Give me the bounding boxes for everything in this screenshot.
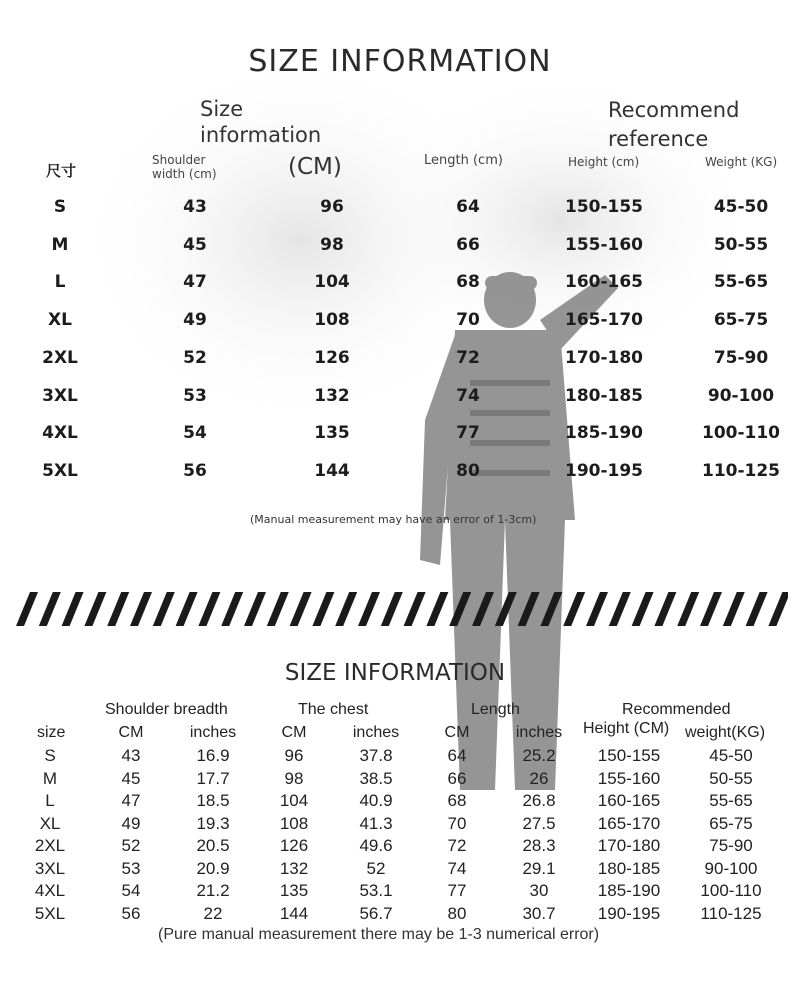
table2-cell-size: XL: [39, 813, 61, 833]
table2-cell-len_in: 27.5: [522, 813, 556, 833]
table2-cell-sh_in: 22: [203, 903, 223, 923]
table1-cell-size: 3XL: [42, 385, 78, 406]
table1-cell-shoulder: 54: [183, 423, 207, 444]
col2-chest-cm-header: CM: [281, 724, 307, 741]
table2-cell-len_cm: 68: [447, 791, 467, 810]
table2-cell-height: 180-185: [597, 858, 661, 878]
table2-cell-weight: 110-125: [700, 903, 762, 923]
table1-cell-weight: 45-50: [713, 197, 769, 217]
table1-cell-shoulder: 43: [183, 197, 207, 217]
table2-cell-len_cm: 70: [447, 813, 467, 833]
stripe: [563, 592, 585, 626]
col-weight-header: Weight (KG): [705, 155, 778, 169]
table1-cell-height: 150-155: [564, 197, 644, 217]
table1-cell-chest: 108: [314, 310, 350, 331]
stripe: [586, 592, 608, 626]
table1-cell-weight: 65-75: [713, 310, 769, 331]
table1-cell-weight: 100-110: [701, 423, 781, 444]
table2-cell-sh_in: 17.7: [196, 768, 230, 788]
stripe: [700, 592, 722, 626]
table2-cell-sh_cm: 53: [121, 858, 141, 878]
table1-cell-weight: 110-125: [701, 460, 781, 481]
grp-recommended-header: Recommended: [622, 701, 731, 718]
section1-note: (Manual measurement may have an error of 1-3cm): [250, 513, 537, 526]
stripe: [198, 592, 220, 626]
stripe: [358, 592, 380, 626]
table1-cell-height: 170-180: [564, 347, 644, 368]
table2-cell-size: 2XL: [34, 836, 66, 855]
table2-cell-len_in: 28.3: [522, 836, 556, 855]
table1-cell-length: 74: [456, 385, 480, 406]
table1-cell-shoulder: 49: [183, 310, 207, 331]
table1-cell-height: 180-185: [564, 385, 644, 406]
table2-cell-sh_in: 16.9: [196, 746, 230, 765]
table2-cell-weight: 75-90: [709, 836, 753, 855]
table2-cell-ch_cm: 135: [279, 881, 309, 900]
table2-cell-weight: 55-65: [709, 791, 753, 810]
size-information-label: Size information: [200, 97, 322, 147]
col2-chest-inches-header: inches: [352, 724, 400, 741]
col2-shoulder-inches-header: inches: [189, 724, 237, 741]
col-size-header: 尺寸: [46, 162, 77, 180]
table2-cell-ch_cm: 132: [279, 858, 309, 878]
stripe: [677, 592, 699, 626]
stripe: [426, 592, 448, 626]
table2-cell-len_cm: 77: [447, 881, 467, 900]
table1-cell-height: 190-195: [564, 460, 644, 481]
table2-cell-sh_cm: 49: [121, 813, 141, 833]
table2-cell-size: 4XL: [34, 881, 66, 900]
table2-cell-sh_cm: 52: [121, 836, 141, 855]
table2-cell-sh_cm: 47: [121, 791, 141, 810]
stripe: [16, 592, 38, 626]
table1-cell-height: 160-165: [564, 272, 644, 293]
table1-cell-shoulder: 53: [183, 385, 207, 406]
table2-cell-sh_in: 18.5: [196, 791, 230, 810]
col2-size-header: size: [37, 724, 66, 741]
table2-cell-weight: 50-55: [709, 768, 753, 788]
table2-cell-sh_cm: 56: [121, 903, 141, 923]
table1-cell-size: XL: [48, 310, 72, 331]
table2-cell-height: 170-180: [597, 836, 661, 855]
table2-cell-ch_cm: 144: [279, 903, 309, 923]
col2-shoulder-cm-header: CM: [118, 724, 144, 741]
table1-cell-length: 64: [456, 197, 480, 217]
table1-cell-height: 155-160: [564, 234, 644, 255]
table1-cell-chest: 96: [320, 197, 344, 217]
table2-cell-weight: 90-100: [704, 858, 758, 878]
stripe: [290, 592, 312, 626]
table2-cell-len_cm: 64: [447, 746, 467, 765]
table1-cell-shoulder: 47: [183, 272, 207, 293]
stripe: [495, 592, 517, 626]
table1-cell-chest: 104: [314, 272, 350, 293]
col-length-header: Length (cm): [424, 153, 503, 168]
table1-cell-weight: 90-100: [707, 385, 775, 406]
table2-cell-len_in: 30: [529, 881, 549, 900]
table2-cell-sh_cm: 45: [121, 768, 141, 788]
table2-cell-ch_in: 37.8: [359, 746, 393, 765]
table2-cell-sh_cm: 43: [121, 746, 141, 765]
col2-weight-header: weight(KG): [685, 724, 766, 741]
table1-cell-chest: 98: [320, 234, 344, 255]
table2-cell-len_in: 25.2: [522, 746, 556, 765]
table2-cell-len_in: 29.1: [522, 858, 556, 878]
table2-cell-ch_cm: 104: [279, 791, 309, 810]
table2-cell-height: 155-160: [597, 768, 661, 788]
col2-height-header: Height (CM): [583, 720, 670, 737]
stripe: [609, 592, 631, 626]
stripe: [746, 592, 768, 626]
stripe: [404, 592, 426, 626]
table2-cell-sh_in: 19.3: [196, 813, 230, 833]
table2-cell-len_in: 26.8: [522, 791, 556, 810]
col2-length-cm-header: CM: [444, 724, 470, 741]
table2-cell-weight: 100-110: [700, 881, 762, 900]
table1-cell-length: 68: [456, 272, 480, 293]
section1-title: SIZE INFORMATION: [248, 44, 552, 79]
table2-cell-height: 185-190: [597, 881, 661, 900]
table1-cell-weight: 75-90: [713, 347, 769, 368]
stripe: [632, 592, 654, 626]
table2-cell-height: 190-195: [597, 903, 661, 923]
table2-cell-len_in: 30.7: [522, 903, 556, 923]
table1-cell-size: L: [54, 272, 66, 293]
stripe: [84, 592, 106, 626]
table2-cell-ch_cm: 126: [279, 836, 309, 855]
stripe: [221, 592, 243, 626]
stripe: [518, 592, 540, 626]
table1-cell-chest: 126: [314, 347, 350, 368]
col-shoulder-header: Shoulder width (cm): [152, 153, 217, 181]
stripe: [153, 592, 175, 626]
table1-cell-size: M: [51, 234, 69, 255]
table2-cell-sh_in: 20.5: [196, 836, 230, 855]
diagonal-stripe-divider: [12, 592, 788, 626]
table1-cell-shoulder: 56: [183, 460, 207, 481]
table1-cell-chest: 144: [314, 460, 350, 481]
table2-cell-ch_cm: 98: [284, 768, 304, 788]
table2-cell-ch_in: 41.3: [359, 813, 393, 833]
table2-cell-len_cm: 80: [447, 903, 467, 923]
stripe: [244, 592, 266, 626]
table1-cell-length: 66: [456, 234, 480, 255]
table1-cell-chest: 132: [314, 385, 350, 406]
stripe: [62, 592, 84, 626]
grp-shoulder-header: Shoulder breadth: [105, 701, 228, 718]
table2-cell-len_cm: 72: [447, 836, 467, 855]
stripe: [768, 592, 788, 626]
table2-cell-len_cm: 74: [447, 858, 467, 878]
grp-length-header: Length: [471, 701, 520, 718]
table2-cell-ch_in: 40.9: [359, 791, 393, 810]
stripe: [39, 592, 61, 626]
stripe: [540, 592, 562, 626]
table2-cell-ch_in: 49.6: [359, 836, 393, 855]
stripe: [335, 592, 357, 626]
table2-cell-ch_in: 38.5: [359, 768, 393, 788]
table2-cell-ch_in: 53.1: [359, 881, 393, 900]
table1-cell-weight: 50-55: [713, 234, 769, 255]
table2-cell-ch_in: 52: [366, 858, 386, 878]
table1-cell-height: 165-170: [564, 310, 644, 331]
cm-label: (CM): [288, 154, 342, 180]
stripe: [654, 592, 676, 626]
stripe: [312, 592, 334, 626]
table2-cell-sh_in: 21.2: [196, 881, 230, 900]
table2-cell-height: 165-170: [597, 813, 661, 833]
grp-chest-header: The chest: [298, 701, 369, 718]
table2-cell-height: 150-155: [597, 746, 661, 765]
table1-cell-shoulder: 52: [183, 347, 207, 368]
table2-cell-size: 5XL: [34, 903, 66, 923]
section2-title: SIZE INFORMATION: [284, 660, 506, 686]
stripe: [176, 592, 198, 626]
table1-cell-height: 185-190: [564, 423, 644, 444]
table2-cell-weight: 65-75: [709, 813, 753, 833]
stripe: [723, 592, 745, 626]
table1-cell-length: 77: [456, 423, 480, 444]
stripe: [130, 592, 152, 626]
table1-cell-length: 70: [456, 310, 480, 331]
table2-cell-size: L: [45, 791, 55, 810]
table1-cell-size: S: [53, 197, 67, 217]
table1-cell-size: 5XL: [42, 460, 78, 481]
table2-cell-ch_cm: 108: [279, 813, 309, 833]
col2-length-inches-header: inches: [515, 724, 563, 741]
table1-cell-weight: 55-65: [713, 272, 769, 293]
table2-cell-size: 3XL: [34, 858, 66, 878]
recommend-reference-label: Recommend reference: [608, 98, 740, 151]
stripe: [267, 592, 289, 626]
table2-cell-size: S: [44, 746, 56, 765]
stripe: [381, 592, 403, 626]
table2-cell-sh_cm: 54: [121, 881, 141, 900]
table1-cell-chest: 135: [314, 423, 350, 444]
table1-cell-size: 2XL: [42, 347, 78, 368]
table2-cell-ch_cm: 96: [284, 746, 304, 765]
table1-cell-length: 80: [456, 460, 480, 481]
table2-cell-ch_in: 56.7: [359, 903, 393, 923]
table2-cell-height: 160-165: [597, 791, 661, 810]
stripe: [449, 592, 471, 626]
stripe: [472, 592, 494, 626]
table2-cell-size: M: [42, 768, 58, 788]
stripe: [107, 592, 129, 626]
table1-cell-shoulder: 45: [183, 234, 207, 255]
table2-cell-weight: 45-50: [709, 746, 753, 765]
table2-cell-len_in: 26: [529, 768, 549, 788]
table1-cell-size: 4XL: [42, 423, 78, 444]
table1-cell-length: 72: [456, 347, 480, 368]
table2-cell-sh_in: 20.9: [196, 858, 230, 878]
col-height-header: Height (cm): [568, 155, 640, 169]
section2-note: (Pure manual measurement there may be 1-3 numerical error): [158, 926, 600, 943]
table2-cell-len_cm: 66: [447, 768, 467, 788]
